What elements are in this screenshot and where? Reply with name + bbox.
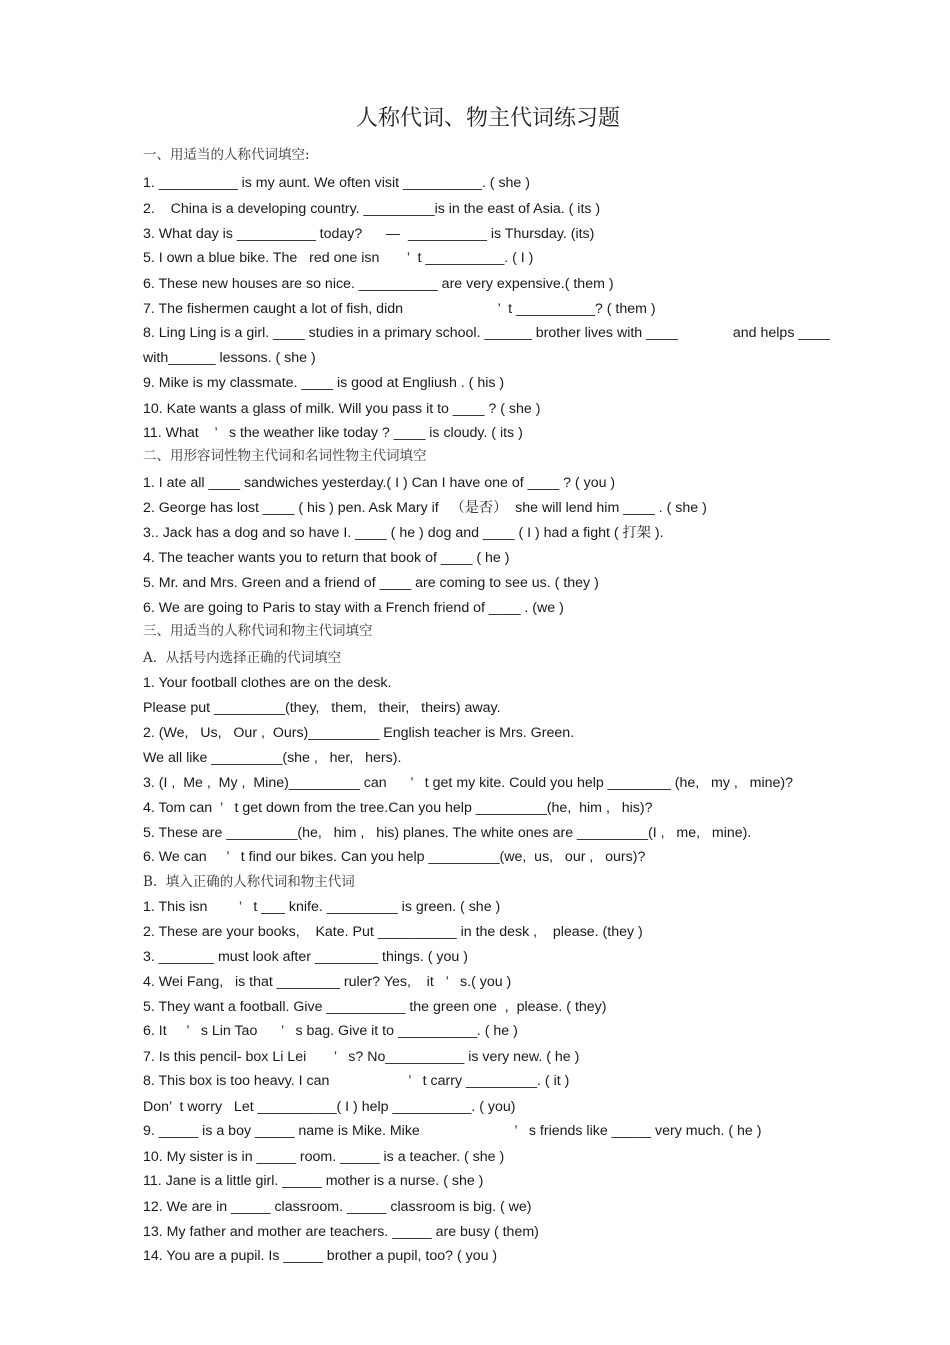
exercise-line: 12. We are in _____ classroom. _____ classroom is big. ( we) bbox=[143, 1199, 532, 1215]
exercise-line: 1. __________ is my aunt. We often visit __________. ( she ) bbox=[143, 175, 530, 191]
exercise-line: 6. These new houses are so nice. __________ are very expensive.( them ) bbox=[143, 276, 614, 292]
exercise-line: 6. It ’ s Lin Tao ’ s bag. Give it to __________. ( he ) bbox=[143, 1023, 518, 1039]
exercise-line: 8. Ling Ling is a girl. ____ studies in a primary school. ______ brother lives with ____ and helps ____ bbox=[143, 325, 830, 341]
exercise-line: 1. Your football clothes are on the desk. bbox=[143, 675, 392, 691]
section-2-heading: 二、用形容词性物主代词和名词性物主代词填空 bbox=[143, 448, 427, 464]
exercise-line: 2. (We, Us, Our , Ours)_________ English teacher is Mrs. Green. bbox=[143, 725, 575, 741]
exercise-line: 5. Mr. and Mrs. Green and a friend of ____ are coming to see us. ( they ) bbox=[143, 575, 599, 591]
exercise-line: 6. We are going to Paris to stay with a French friend of ____ . (we ) bbox=[143, 600, 564, 616]
exercise-line: 5. These are _________(he, him , his) planes. The white ones are _________(I , me, mine). bbox=[143, 825, 752, 841]
exercise-line: 7. The fishermen caught a lot of fish, didn ’ t __________? ( them ) bbox=[143, 301, 656, 317]
exercise-line: 5. I own a blue bike. The red one isn ’ t __________. ( I ) bbox=[143, 250, 534, 266]
exercise-line: 3. _______ must look after ________ things. ( you ) bbox=[143, 949, 468, 965]
part-b-heading: B. 填入正确的人称代词和物主代词 bbox=[143, 874, 355, 890]
section-3-heading: 三、用适当的人称代词和物主代词填空 bbox=[143, 623, 373, 639]
exercise-line: 2. George has lost ____ ( his ) pen. Ask Mary if （是否） she will lend him ____ . ( she ) bbox=[143, 500, 707, 516]
section-1-heading: 一、用适当的人称代词填空: bbox=[143, 147, 310, 163]
exercise-line: 4. Tom can ’ t get down from the tree.Can you help _________(he, him , his)? bbox=[143, 800, 653, 816]
page-title: 人称代词、物主代词练习题 bbox=[355, 106, 620, 131]
exercise-line: 3. What day is __________ today? — __________ is Thursday. (its) bbox=[143, 226, 595, 242]
exercise-line: 2. These are your books, Kate. Put __________ in the desk , please. (they ) bbox=[143, 924, 643, 940]
exercise-line: 1. This isn ’ t ___ knife. _________ is green. ( she ) bbox=[143, 899, 501, 915]
exercise-line: 3. (I , Me , My , Mine)_________ can ’ t get my kite. Could you help ________ (he, my , mine)? bbox=[143, 775, 794, 791]
exercise-line: We all like _________(she , her, hers). bbox=[143, 750, 402, 766]
exercise-line: 3.. Jack has a dog and so have I. ____ ( he ) dog and ____ ( I ) had a fight ( 打架 ). bbox=[143, 525, 664, 541]
exercise-line: 13. My father and mother are teachers. _____ are busy ( them) bbox=[143, 1224, 539, 1240]
exercise-line: 9. _____ is a boy _____ name is Mike. Mike ’ s friends like _____ very much. ( he ) bbox=[143, 1123, 762, 1139]
exercise-line: Please put _________(they, them, their, theirs) away. bbox=[143, 700, 501, 716]
exercise-line: 14. You are a pupil. Is _____ brother a pupil, too? ( you ) bbox=[143, 1248, 498, 1264]
exercise-line: 7. Is this pencil- box Li Lei ’ s? No__________ is very new. ( he ) bbox=[143, 1049, 580, 1065]
exercise-line: 4. The teacher wants you to return that book of ____ ( he ) bbox=[143, 550, 510, 566]
exercise-line: 6. We can ’ t find our bikes. Can you help _________(we, us, our , ours)? bbox=[143, 849, 646, 865]
part-a-heading: A. 从括号内选择正确的代词填空 bbox=[143, 650, 342, 666]
exercise-line: Don’ t worry Let __________( I ) help __________. ( you) bbox=[143, 1099, 516, 1115]
exercise-line: 1. I ate all ____ sandwiches yesterday.( I ) Can I have one of ____ ? ( you ) bbox=[143, 475, 616, 491]
exercise-line: 9. Mike is my classmate. ____ is good at Engliush . ( his ) bbox=[143, 375, 505, 391]
exercise-line: 10. Kate wants a glass of milk. Will you pass it to ____ ? ( she ) bbox=[143, 401, 541, 417]
exercise-line: 5. They want a football. Give __________ the green one , please. ( they) bbox=[143, 999, 607, 1015]
exercise-line: 11. Jane is a little girl. _____ mother is a nurse. ( she ) bbox=[143, 1173, 484, 1189]
exercise-line: 8. This box is too heavy. I can ’ t carry _________. ( it ) bbox=[143, 1073, 570, 1089]
exercise-line: with______ lessons. ( she ) bbox=[143, 350, 316, 366]
exercise-line: 11. What ’ s the weather like today ? ____ is cloudy. ( its ) bbox=[143, 425, 523, 441]
exercise-line: 10. My sister is in _____ room. _____ is a teacher. ( she ) bbox=[143, 1149, 505, 1165]
exercise-line: 4. Wei Fang, is that ________ ruler? Yes, it ’ s.( you ) bbox=[143, 974, 512, 990]
exercise-line: 2. China is a developing country. _________is in the east of Asia. ( its ) bbox=[143, 201, 601, 217]
